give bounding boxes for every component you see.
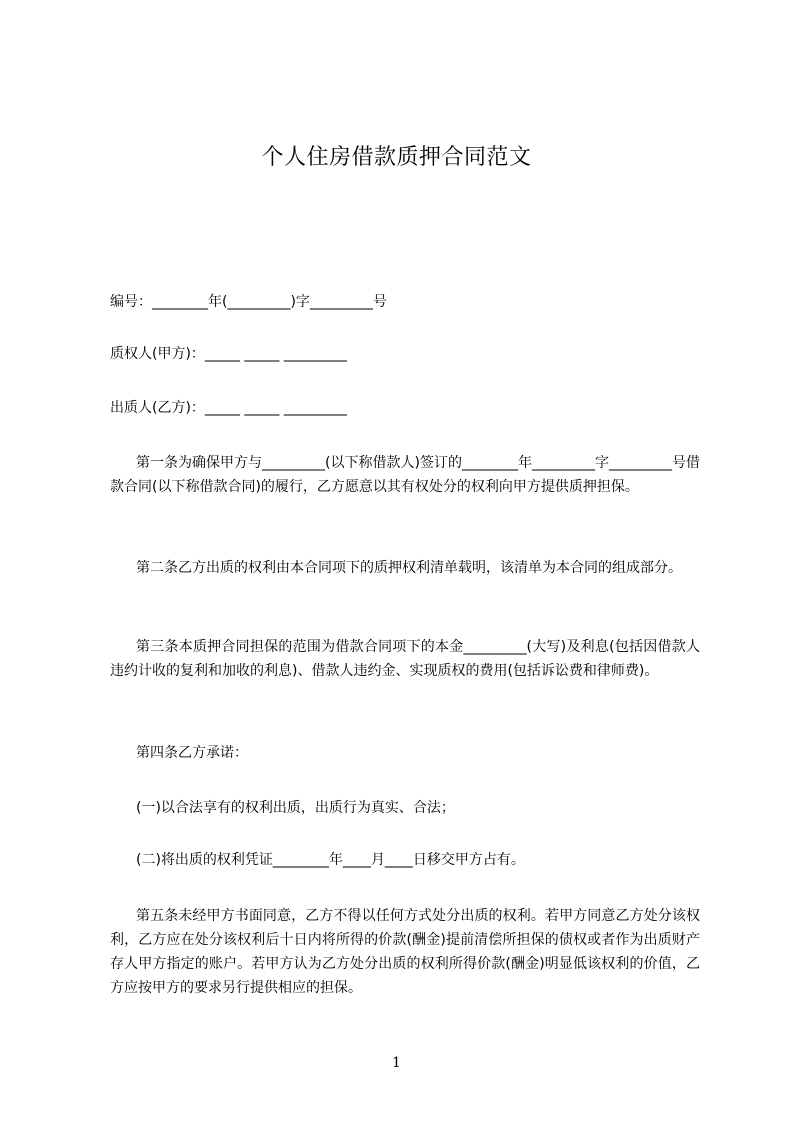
article-2-paragraph: 第二条乙方出质的权利由本合同项下的质押权利清单载明，该清单为本合同的组成部分。 <box>136 560 682 576</box>
article-1-paragraph: 第一条为确保甲方与_________(以下称借款人)签订的________年_________字_________号借款合同(以下称借款合同)的履行，乙方愿意以其有权处分的权利向甲方提供质押担保。 <box>110 455 700 495</box>
article-4-item-2: (二)将出质的权利凭证________年____月____日移交甲方占有。 <box>136 852 525 868</box>
document-title: 个人住房借款质押合同范文 <box>261 145 532 170</box>
contract-number-line: 编号：________年(_________)字_________号 <box>110 294 387 310</box>
article-3-paragraph: 第三条本质押合同担保的范围为借款合同项下的本金_________(大写)及利息(包括因借款人违约计收的复利和加收的利息)、借款人违约金、实现质权的费用(包括诉讼费和律师费)。 <box>110 639 700 679</box>
page-number: 1 <box>392 1055 401 1071</box>
pledgor-line: 出质人(乙方)：_____ _____ _________ <box>110 400 347 416</box>
article-4-item-1: (一)以合法享有的权利出质，出质行为真实、合法； <box>136 800 455 816</box>
article-4-paragraph: 第四条乙方承诺： <box>136 745 248 761</box>
pledgee-line: 质权人(甲方)：_____ _____ _________ <box>110 346 347 362</box>
article-5-paragraph: 第五条未经甲方书面同意，乙方不得以任何方式处分出质的权利。若甲方同意乙方处分该权利，乙方应在处分该权利后十日内将所得的价款(酬金)提前清偿所担保的债权或者作为出质财产存人甲方指定的账户。若甲方认为乙方处分出质的权利所得价款(酬金)明显低该权利的价值，乙方应按甲方的要求另行提供相应的担保。 <box>110 908 700 996</box>
